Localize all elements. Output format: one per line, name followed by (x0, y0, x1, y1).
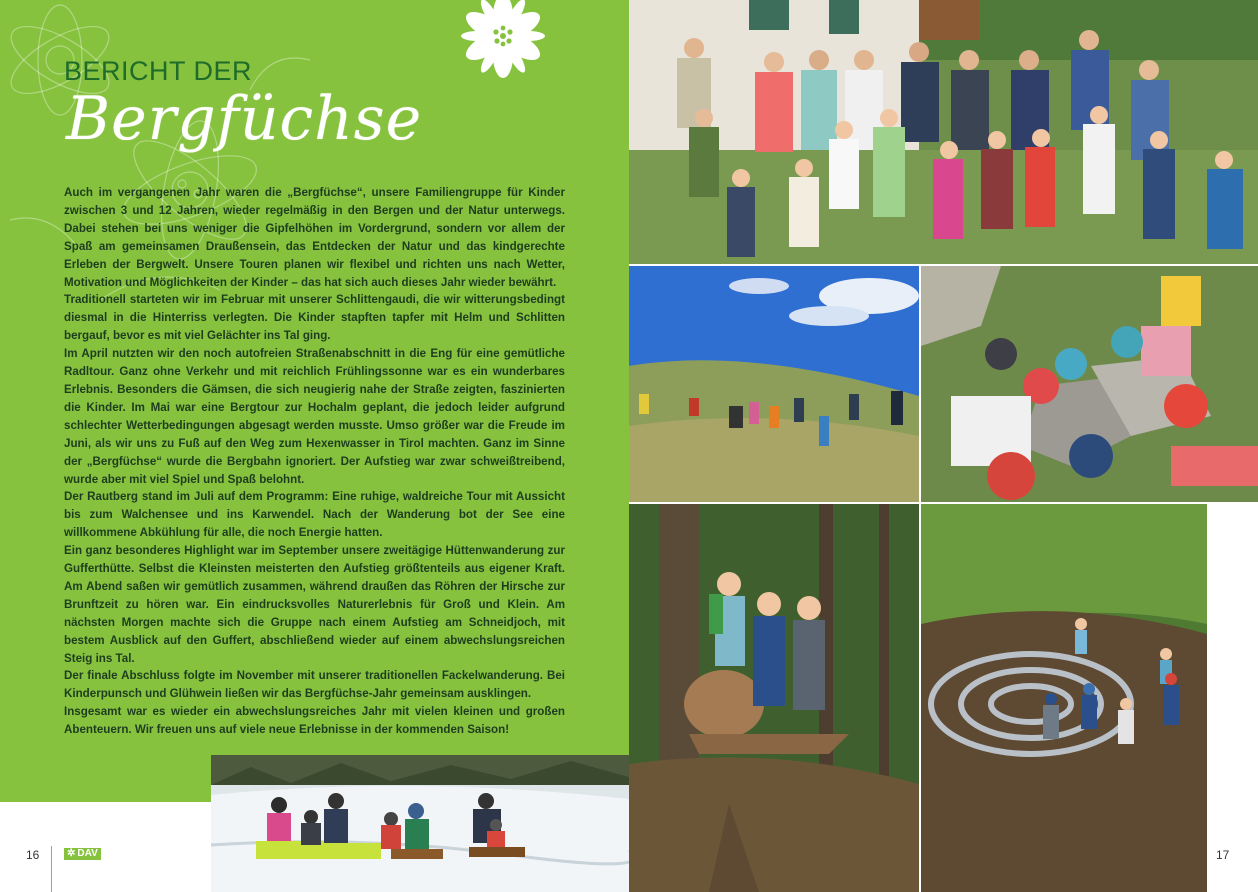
dav-logo (64, 848, 101, 860)
paragraph: Auch im vergangenen Jahr waren die „Bergfüchse“, unsere Familiengruppe für Kinder zwischen 3 und 12 Jahren, wieder regelmäßig in den Bergen und der Natur unterwegs. Dabei stehen bei uns weniger die Gipfelhöhen im Vordergrund, sondern vor allem der Spaß am gemeinsamen Draußensein, das Entdecken der Natur und das kindgerechte Erleben der Bergwelt. Unsere Touren planen wir flexibel und richten uns nach Wetter, Motivation und Möglichkeiten der Kinder – das hat sich auch dieses Jahr wieder bewährt. (64, 186, 565, 289)
group-photo (629, 0, 1258, 264)
green-panel (0, 0, 629, 802)
edelweiss-icon (440, 0, 566, 96)
paragraph: Traditionell starteten wir im Februar mit unserer Schlittengaudi, die wir witterungsbedingt diesmal in die Hinterriss verlegten. Die Kinder stapften tapfer mit Helm und Schlitten bergauf, bevor es mit viel Gelächter ins Tal ging. (64, 293, 565, 343)
paragraph: Insgesamt war es wieder ein abwechslungsreiches Jahr mit vielen kleinen und großen Abenteuern. Wir freuen uns auf viele neue Erlebnisse in der kommenden Saison! (64, 705, 565, 737)
footer-divider (51, 846, 52, 892)
stone-spiral-photo (921, 504, 1207, 892)
paragraph: Der finale Abschluss folgte im November mit unserer traditionellen Fackelwanderung. Bei Kinderpunsch und Glühwein ließen wir das Bergfüchse-Jahr gemeinsam ausklingen. (64, 669, 565, 701)
title-line-1: BERICHT DER (64, 56, 253, 86)
article-text (64, 184, 565, 739)
title-script: Bergfüchse (66, 84, 423, 154)
page-number-right: 17 (1216, 848, 1230, 862)
kids-rocks-photo (921, 266, 1258, 502)
sled-snow-photo (211, 755, 629, 892)
forest-snail-photo (629, 504, 919, 892)
paragraph: Im April nutzten wir den noch autofreien Straßenabschnitt in die Eng für eine gemütliche Radltour. Ganz ohne Verkehr und mit reichlich Frühlingssonne war es ein wunderbares Erlebnis. Besonders die Gämsen, die sich neugierig nahe der Straße zeigten, faszinierten die Kinder. Im Mai war eine Bergtour zur Hochalm geplant, die jedoch leider aufgrund schlechter Wetterbedingungen abgesagt werden musste. Umso größer war die Freude im Juni, als wir uns zu Fuß auf den Weg zum Hexenwasser in Tirol machten. Ganz im Sinne der „Bergfüchse“ wurde die Bergbahn ignoriert. Der Aufstieg war zwar schweißtreibend, wurde aber mit viel Spiel und Spaß belohnt. (64, 347, 565, 486)
mountain-meadow-photo (629, 266, 919, 502)
dav-logo-text: DAV (77, 848, 98, 859)
edelweiss-icon: ✲ (67, 848, 76, 859)
page-number-left: 16 (26, 848, 40, 862)
paragraph: Der Rautberg stand im Juli auf dem Programm: Eine ruhige, waldreiche Tour mit Aussicht bis zum Walchensee und ins Karwendel. Nach der Wanderung bot der See eine willkommene Abkühlung für alle, die noch Energie hatten. (64, 490, 565, 540)
paragraph: Ein ganz besonderes Highlight war im September unsere zweitägige Hüttenwanderung zur Gufferthütte. Selbst die Kleinsten meisterten den Aufstieg größtenteils aus eigener Kraft. Am Abend saßen wir gemütlich zusammen, während draußen das Röhren der Hirsche zur Brunftzeit zu hören war. Ein eindrucksvolles Naturerlebnis für Groß und Klein. Am nächsten Morgen machte sich die Gruppe nach einem Aufstieg am Schneidjoch, mit bestem Ausblick auf den Guffert, abschließend wieder auf einem abwechslungsreichen Steig ins Tal. (64, 544, 565, 665)
